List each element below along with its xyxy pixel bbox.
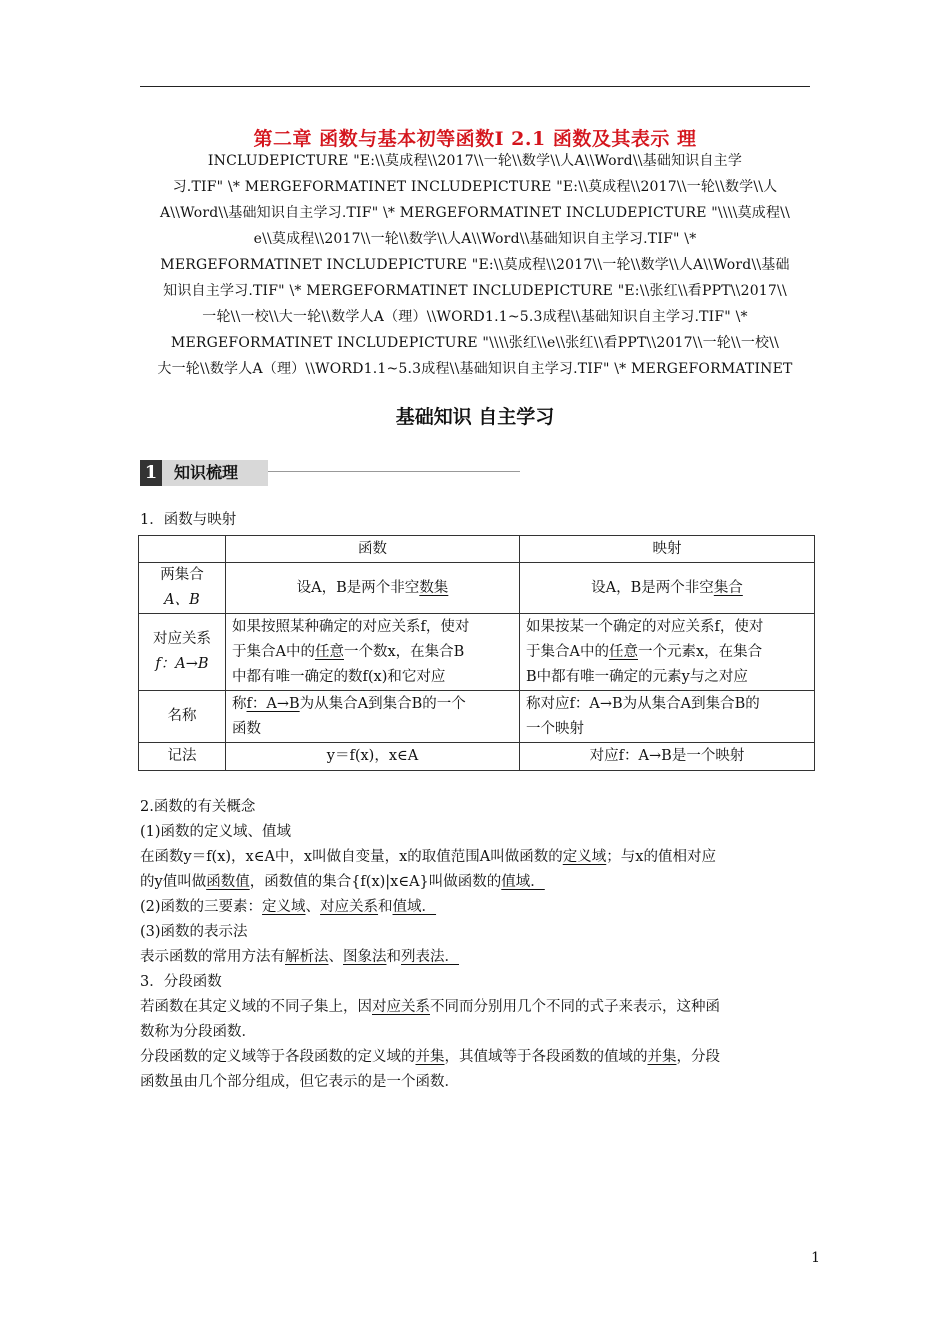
s2-p1-line2 [140, 870, 815, 895]
table-row [139, 614, 815, 691]
table-header-mapping: 映射 [520, 536, 815, 563]
body-text: 不同而分别用几个不同的式子来表示，这种函 [430, 999, 720, 1015]
s3-line3 [140, 1045, 815, 1070]
row-label-line: A、B [164, 592, 200, 608]
cell-text: 设A，B是两个非空 [591, 579, 714, 596]
row-label-line: 两集合 [160, 567, 204, 583]
body-text: 在函数y＝f(x)，x∈A中，x叫做自变量，x的取值范围A叫做函数的 [140, 849, 563, 865]
cell-text: 一个元素x，在集合 [637, 643, 763, 660]
s3-line4: 函数虽由几个部分组成，但它表示的是一个函数． [140, 1074, 459, 1090]
banner-number: 1 [140, 460, 162, 486]
function-mapping-table [138, 535, 815, 771]
body-text: 表示函数的常用方法有 [140, 949, 285, 965]
underlined-answer: 对应关系 [320, 899, 379, 915]
underlined-answer: 值域． [392, 899, 437, 915]
row-label: 记法 [139, 743, 226, 771]
body-text: 和 [386, 949, 401, 965]
include-field-text [140, 148, 810, 382]
s3-heading: 3．分段函数 [140, 974, 222, 990]
table-row [139, 743, 815, 771]
row-label [139, 614, 226, 691]
underlined-answer: 函数值 [206, 874, 250, 890]
body-text: 、 [328, 949, 343, 965]
table-header-function: 函数 [226, 536, 520, 563]
table-row [139, 536, 815, 563]
underlined-answer: 定义域 [562, 849, 607, 865]
include-line: 习.TIF" \* MERGEFORMATINET INCLUDEPICTURE "E:\\莫成程\\2017\\一轮\\数学\\人 [172, 179, 778, 195]
s3-line2: 数称为分段函数． [140, 1024, 256, 1040]
underlined-answer: 集合 [713, 579, 743, 596]
underlined-answer: 解析法 [285, 949, 329, 965]
body-text: ；与x的值相对应 [606, 849, 716, 865]
table-cell [520, 614, 815, 691]
cell-text: 函数 [232, 720, 261, 737]
table-cell [139, 536, 226, 563]
cell-text: 于集合A中的 [526, 643, 609, 660]
s3-line1 [140, 995, 815, 1020]
table-cell: y＝f(x)，x∈A [226, 743, 520, 771]
s2-p2 [140, 895, 815, 920]
body-text: ，函数值的集合{f(x)|x∈A}叫做函数的 [249, 874, 502, 890]
underlined-answer: 数集 [419, 579, 449, 596]
body-text: 的y值叫做 [140, 874, 207, 890]
section-banner [140, 460, 520, 486]
underlined-answer: 任意 [314, 643, 344, 660]
s2-p1-heading: (1)函数的定义域、值域 [140, 824, 292, 840]
cell-text: 称对应f：A→B为从集合A到集合B的 [526, 695, 760, 712]
body-text: 分段函数的定义域等于各段函数的定义域的 [140, 1049, 416, 1065]
cell-text: 称 [232, 695, 247, 712]
underlined-answer: 对应关系 [372, 999, 430, 1015]
table-cell [226, 614, 520, 691]
page-title: 第二章 函数与基本初等函数Ⅰ 2.1 函数及其表示 理 [253, 128, 697, 150]
table-row [139, 563, 815, 614]
body-text: 和 [378, 899, 393, 915]
table-cell [226, 691, 520, 743]
cell-text: 为从集合A到集合B的一个 [299, 695, 466, 712]
include-line: 知识自主学习.TIF" \* MERGEFORMATINET INCLUDEPICTURE "E:\\张红\\看PPT\\2017\\ [163, 283, 787, 299]
table-row [139, 691, 815, 743]
cell-text: 设A，B是两个非空 [296, 579, 420, 596]
section-heading: 基础知识 自主学习 [395, 406, 555, 428]
body-text: ，其值域等于各段函数的值域的 [444, 1049, 648, 1065]
underlined-answer: 值域． [501, 874, 545, 890]
underlined-answer: f：A→B [246, 695, 300, 712]
underlined-answer: 图象法 [343, 949, 387, 965]
cell-text: B中都有唯一确定的元素y与之对应 [526, 668, 748, 685]
include-line: MERGEFORMATINET INCLUDEPICTURE "\\\\张红\\e\\张红\\看PPT\\2017\\一轮\\一校\\ [170, 335, 780, 351]
underlined-answer: 任意 [608, 643, 638, 660]
cell-text: 中都有唯一确定的数f(x)和它对应 [232, 668, 446, 685]
include-line: MERGEFORMATINET INCLUDEPICTURE "E:\\莫成程\\2017\\一轮\\数学\\人A\\Word\\基础 [160, 257, 790, 273]
underlined-answer: 并集 [647, 1049, 677, 1065]
underlined-answer: 定义域 [262, 899, 306, 915]
page-number: 1 [811, 1250, 820, 1266]
table-cell: 对应f：A→B是一个映射 [520, 743, 815, 771]
body-text: 若函数在其定义域的不同子集上，因 [140, 999, 372, 1015]
s2-heading: 2.函数的有关概念 [140, 799, 256, 815]
banner-rule [268, 471, 520, 472]
table-cell [226, 563, 520, 614]
include-line: 大一轮\\数学人A（理）\\WORD1.1~5.3成程\\基础知识自主学习.TIF" \* MERGEFORMATINET [157, 361, 793, 377]
include-line: INCLUDEPICTURE "E:\\莫成程\\2017\\一轮\\数学\\人A\\Word\\基础知识自主学 [207, 153, 743, 169]
body-text: 、 [305, 899, 321, 915]
row-label: 名称 [139, 691, 226, 743]
header-rule [140, 86, 810, 87]
include-line: A\\Word\\基础知识自主学习.TIF" \* MERGEFORMATINET INCLUDEPICTURE "\\\\莫成程\\ [159, 205, 791, 221]
body-text: (2)函数的三要素： [140, 899, 263, 915]
row-label [139, 563, 226, 614]
body-text: ，分段 [676, 1049, 720, 1065]
cell-text: 一个数x，在集合B [343, 643, 465, 660]
include-line: 一轮\\一校\\大一轮\\数学人A（理）\\WORD1.1~5.3成程\\基础知识自主学习.TIF" \* [202, 309, 748, 325]
underlined-answer: 列表法． [401, 949, 459, 965]
include-line: e\\莫成程\\2017\\一轮\\数学\\人A\\Word\\基础知识自主学习.TIF" \* [253, 231, 697, 247]
s2-p3 [140, 945, 815, 970]
s2-p1-line1 [140, 845, 815, 870]
underlined-answer: 并集 [415, 1049, 445, 1065]
cell-text: 如果按某一个确定的对应关系f，使对 [526, 618, 764, 635]
table-cell [520, 563, 815, 614]
cell-text: 如果按照某种确定的对应关系f，使对 [232, 618, 470, 635]
row-label-line: f：A→B [155, 656, 209, 672]
row-label-line: 对应关系 [153, 631, 211, 647]
s2-p3-heading: (3)函数的表示法 [140, 924, 248, 940]
table-cell [520, 691, 815, 743]
cell-text: 于集合A中的 [232, 643, 315, 660]
banner-label: 知识梳理 [162, 460, 268, 486]
s1-heading: 1．函数与映射 [140, 512, 237, 528]
cell-text: 一个映射 [526, 720, 584, 737]
